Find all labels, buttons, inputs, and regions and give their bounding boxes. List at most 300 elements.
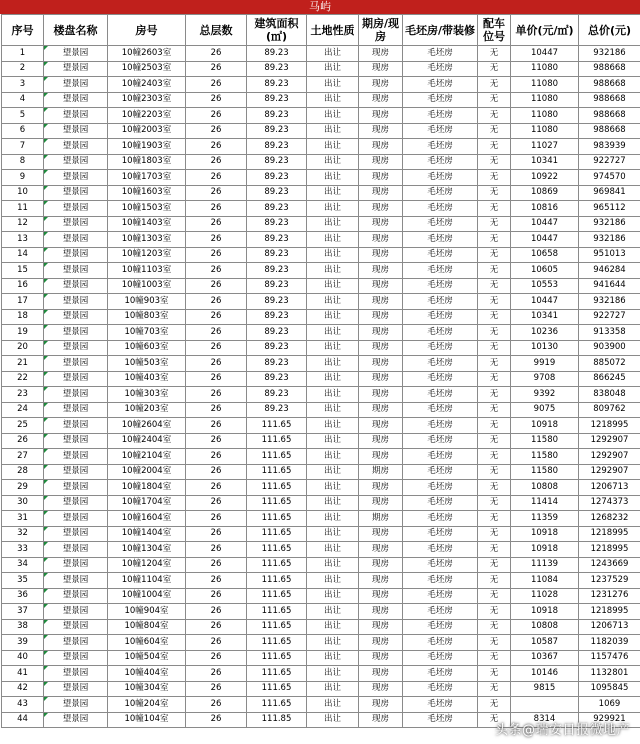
cell-land: 出让 (307, 526, 359, 542)
cell-status: 现房 (359, 666, 403, 682)
cell-decoration: 毛坯房 (403, 185, 478, 201)
cell-parking: 无 (478, 108, 511, 124)
cell-unit-price: 11080 (511, 92, 579, 108)
cell-room: 10幢1103室 (108, 263, 186, 279)
cell-index: 39 (2, 635, 44, 651)
cell-floors: 26 (186, 402, 247, 418)
cell-unit-price: 10918 (511, 604, 579, 620)
cell-status: 现房 (359, 480, 403, 496)
header-row (2, 15, 640, 46)
cell-project: 望景园 (44, 201, 108, 217)
cell-status: 现房 (359, 371, 403, 387)
cell-room: 10幢2203室 (108, 108, 186, 124)
cell-index: 36 (2, 588, 44, 604)
cell-total-price: 1218995 (579, 604, 640, 620)
cell-floors: 26 (186, 108, 247, 124)
cell-land: 出让 (307, 123, 359, 139)
cell-land: 出让 (307, 170, 359, 186)
table-row (2, 619, 640, 635)
cell-index: 10 (2, 185, 44, 201)
cell-parking: 无 (478, 557, 511, 573)
cell-land: 出让 (307, 309, 359, 325)
cell-decoration: 毛坯房 (403, 666, 478, 682)
cell-room: 10幢603室 (108, 340, 186, 356)
cell-index: 16 (2, 278, 44, 294)
cell-decoration: 毛坯房 (403, 402, 478, 418)
cell-floors: 26 (186, 588, 247, 604)
cell-room: 10幢804室 (108, 619, 186, 635)
cell-room: 10幢703室 (108, 325, 186, 341)
table-row (2, 604, 640, 620)
table-row (2, 542, 640, 558)
cell-project: 望景园 (44, 185, 108, 201)
col-header-unit-price: 单价(元/㎡) (511, 15, 579, 46)
cell-total-price: 922727 (579, 154, 640, 170)
cell-room: 10幢1803室 (108, 154, 186, 170)
cell-land: 出让 (307, 61, 359, 77)
cell-floors: 26 (186, 557, 247, 573)
cell-floors: 26 (186, 278, 247, 294)
cell-unit-price: 11414 (511, 495, 579, 511)
cell-project: 望景园 (44, 526, 108, 542)
cell-area: 89.23 (247, 139, 307, 155)
cell-floors: 26 (186, 604, 247, 620)
cell-floors: 26 (186, 697, 247, 713)
cell-parking: 无 (478, 650, 511, 666)
cell-floors: 26 (186, 712, 247, 728)
cell-room: 10幢1304室 (108, 542, 186, 558)
table-row (2, 139, 640, 155)
cell-floors: 26 (186, 449, 247, 465)
cell-status: 现房 (359, 263, 403, 279)
cell-project: 望景园 (44, 604, 108, 620)
cell-area: 89.23 (247, 263, 307, 279)
cell-total-price: 1132801 (579, 666, 640, 682)
cell-total-price: 1292907 (579, 464, 640, 480)
cell-land: 出让 (307, 232, 359, 248)
cell-project: 望景园 (44, 278, 108, 294)
cell-index: 24 (2, 402, 44, 418)
cell-total-price: 983939 (579, 139, 640, 155)
cell-total-price: 941644 (579, 278, 640, 294)
cell-index: 35 (2, 573, 44, 589)
cell-parking: 无 (478, 340, 511, 356)
cell-status: 现房 (359, 604, 403, 620)
col-header-floors: 总层数 (186, 15, 247, 46)
cell-area: 111.65 (247, 433, 307, 449)
cell-decoration: 毛坯房 (403, 712, 478, 728)
cell-project: 望景园 (44, 387, 108, 403)
cell-decoration: 毛坯房 (403, 92, 478, 108)
cell-status: 现房 (359, 185, 403, 201)
cell-area: 111.65 (247, 619, 307, 635)
cell-decoration: 毛坯房 (403, 77, 478, 93)
cell-land: 出让 (307, 278, 359, 294)
cell-floors: 26 (186, 340, 247, 356)
cell-unit-price: 10146 (511, 666, 579, 682)
cell-parking: 无 (478, 635, 511, 651)
cell-project: 望景园 (44, 371, 108, 387)
cell-area: 89.23 (247, 46, 307, 62)
cell-decoration: 毛坯房 (403, 232, 478, 248)
cell-total-price: 1206713 (579, 480, 640, 496)
cell-room: 10幢303室 (108, 387, 186, 403)
cell-area: 111.65 (247, 635, 307, 651)
table-row (2, 170, 640, 186)
table-row (2, 92, 640, 108)
cell-land: 出让 (307, 619, 359, 635)
cell-status: 现房 (359, 247, 403, 263)
cell-parking: 无 (478, 573, 511, 589)
table-row (2, 480, 640, 496)
cell-land: 出让 (307, 185, 359, 201)
cell-total-price: 1218995 (579, 542, 640, 558)
cell-project: 望景园 (44, 402, 108, 418)
cell-status: 现房 (359, 526, 403, 542)
cell-unit-price: 11580 (511, 464, 579, 480)
cell-area: 111.65 (247, 650, 307, 666)
cell-land: 出让 (307, 681, 359, 697)
cell-land: 出让 (307, 635, 359, 651)
cell-unit-price: 10587 (511, 635, 579, 651)
cell-project: 望景园 (44, 480, 108, 496)
cell-project: 望景园 (44, 263, 108, 279)
cell-status: 现房 (359, 232, 403, 248)
cell-project: 望景园 (44, 108, 108, 124)
cell-total-price: 1218995 (579, 526, 640, 542)
cell-land: 出让 (307, 216, 359, 232)
cell-floors: 26 (186, 495, 247, 511)
cell-status: 现房 (359, 433, 403, 449)
cell-decoration: 毛坯房 (403, 139, 478, 155)
cell-land: 出让 (307, 697, 359, 713)
cell-index: 23 (2, 387, 44, 403)
cell-total-price: 932186 (579, 216, 640, 232)
table-row (2, 46, 640, 62)
watermark: 头条@瑞安日报微地产 (494, 723, 630, 738)
table-row (2, 123, 640, 139)
cell-status: 现房 (359, 108, 403, 124)
cell-decoration: 毛坯房 (403, 542, 478, 558)
cell-decoration: 毛坯房 (403, 340, 478, 356)
cell-area: 111.65 (247, 526, 307, 542)
cell-floors: 26 (186, 573, 247, 589)
cell-decoration: 毛坯房 (403, 464, 478, 480)
cell-floors: 26 (186, 77, 247, 93)
table-row (2, 418, 640, 434)
cell-status: 现房 (359, 325, 403, 341)
cell-room: 10幢204室 (108, 697, 186, 713)
cell-parking: 无 (478, 139, 511, 155)
cell-floors: 26 (186, 356, 247, 372)
cell-status: 现房 (359, 309, 403, 325)
cell-area: 89.23 (247, 201, 307, 217)
cell-total-price: 929921 (579, 712, 640, 728)
cell-floors: 26 (186, 635, 247, 651)
cell-index: 22 (2, 371, 44, 387)
cell-index: 33 (2, 542, 44, 558)
cell-room: 10幢803室 (108, 309, 186, 325)
cell-total-price: 974570 (579, 170, 640, 186)
cell-index: 28 (2, 464, 44, 480)
cell-floors: 26 (186, 650, 247, 666)
cell-area: 111.65 (247, 464, 307, 480)
col-header-total-price: 总价(元) (579, 15, 640, 46)
cell-room: 10幢2603室 (108, 46, 186, 62)
cell-floors: 26 (186, 526, 247, 542)
cell-total-price: 913358 (579, 325, 640, 341)
table-row (2, 387, 640, 403)
cell-floors: 26 (186, 433, 247, 449)
cell-index: 14 (2, 247, 44, 263)
cell-project: 望景园 (44, 139, 108, 155)
cell-room: 10幢904室 (108, 604, 186, 620)
cell-unit-price: 10341 (511, 154, 579, 170)
cell-room: 10幢1703室 (108, 170, 186, 186)
cell-decoration: 毛坯房 (403, 371, 478, 387)
cell-room: 10幢2004室 (108, 464, 186, 480)
cell-index: 7 (2, 139, 44, 155)
cell-status: 现房 (359, 154, 403, 170)
cell-parking: 无 (478, 495, 511, 511)
cell-total-price: 885072 (579, 356, 640, 372)
cell-room: 10幢604室 (108, 635, 186, 651)
cell-area: 111.65 (247, 588, 307, 604)
cell-index: 21 (2, 356, 44, 372)
cell-project: 望景园 (44, 449, 108, 465)
cell-decoration: 毛坯房 (403, 294, 478, 310)
cell-area: 89.23 (247, 232, 307, 248)
cell-total-price: 809762 (579, 402, 640, 418)
cell-floors: 26 (186, 619, 247, 635)
cell-floors: 26 (186, 170, 247, 186)
cell-index: 25 (2, 418, 44, 434)
cell-floors: 26 (186, 92, 247, 108)
cell-room: 10幢1204室 (108, 557, 186, 573)
cell-total-price: 988668 (579, 92, 640, 108)
cell-status: 现房 (359, 542, 403, 558)
cell-parking: 无 (478, 247, 511, 263)
cell-land: 出让 (307, 46, 359, 62)
cell-area: 89.23 (247, 356, 307, 372)
cell-parking: 无 (478, 604, 511, 620)
cell-unit-price: 8314 (511, 712, 579, 728)
cell-index: 20 (2, 340, 44, 356)
cell-index: 42 (2, 681, 44, 697)
cell-parking: 无 (478, 418, 511, 434)
cell-project: 望景园 (44, 154, 108, 170)
listing-table (1, 14, 640, 728)
cell-unit-price: 10553 (511, 278, 579, 294)
cell-total-price: 922727 (579, 309, 640, 325)
cell-project: 望景园 (44, 340, 108, 356)
cell-index: 41 (2, 666, 44, 682)
cell-land: 出让 (307, 666, 359, 682)
table-row (2, 154, 640, 170)
cell-floors: 26 (186, 61, 247, 77)
cell-area: 111.65 (247, 604, 307, 620)
cell-land: 出让 (307, 387, 359, 403)
cell-unit-price: 10236 (511, 325, 579, 341)
cell-area: 89.23 (247, 170, 307, 186)
table-row (2, 309, 640, 325)
cell-status: 现房 (359, 418, 403, 434)
cell-floors: 26 (186, 216, 247, 232)
cell-status: 现房 (359, 712, 403, 728)
cell-land: 出让 (307, 573, 359, 589)
cell-project: 望景园 (44, 123, 108, 139)
cell-decoration: 毛坯房 (403, 588, 478, 604)
cell-unit-price: 11580 (511, 433, 579, 449)
cell-parking: 无 (478, 449, 511, 465)
cell-room: 10幢1104室 (108, 573, 186, 589)
cell-area: 111.65 (247, 573, 307, 589)
cell-total-price: 1206713 (579, 619, 640, 635)
cell-index: 3 (2, 77, 44, 93)
cell-total-price: 988668 (579, 123, 640, 139)
cell-unit-price: 10341 (511, 309, 579, 325)
cell-room: 10幢1903室 (108, 139, 186, 155)
cell-unit-price: 9392 (511, 387, 579, 403)
table-row (2, 635, 640, 651)
cell-decoration: 毛坯房 (403, 356, 478, 372)
cell-project: 望景园 (44, 294, 108, 310)
cell-index: 13 (2, 232, 44, 248)
cell-status: 现房 (359, 449, 403, 465)
cell-parking: 无 (478, 278, 511, 294)
table-row (2, 247, 640, 263)
cell-project: 望景园 (44, 619, 108, 635)
cell-index: 1 (2, 46, 44, 62)
cell-parking: 无 (478, 92, 511, 108)
cell-decoration: 毛坯房 (403, 495, 478, 511)
cell-decoration: 毛坯房 (403, 123, 478, 139)
cell-room: 10幢2503室 (108, 61, 186, 77)
cell-parking: 无 (478, 46, 511, 62)
cell-index: 8 (2, 154, 44, 170)
cell-room: 10幢1603室 (108, 185, 186, 201)
cell-parking: 无 (478, 697, 511, 713)
cell-unit-price: 9815 (511, 681, 579, 697)
cell-room: 10幢1303室 (108, 232, 186, 248)
cell-parking: 无 (478, 309, 511, 325)
cell-area: 111.65 (247, 480, 307, 496)
cell-floors: 26 (186, 309, 247, 325)
cell-unit-price: 11080 (511, 61, 579, 77)
cell-floors: 26 (186, 123, 247, 139)
table-title: 马屿 (0, 0, 640, 14)
cell-status: 现房 (359, 573, 403, 589)
cell-total-price: 1157476 (579, 650, 640, 666)
cell-land: 出让 (307, 340, 359, 356)
cell-unit-price: 9919 (511, 356, 579, 372)
cell-floors: 26 (186, 418, 247, 434)
cell-area: 89.23 (247, 92, 307, 108)
cell-decoration: 毛坯房 (403, 309, 478, 325)
cell-floors: 26 (186, 46, 247, 62)
cell-area: 89.23 (247, 294, 307, 310)
cell-parking: 无 (478, 263, 511, 279)
cell-parking: 无 (478, 588, 511, 604)
cell-unit-price: 10447 (511, 216, 579, 232)
cell-unit-price: 10918 (511, 542, 579, 558)
cell-land: 出让 (307, 604, 359, 620)
table-row (2, 666, 640, 682)
cell-index: 19 (2, 325, 44, 341)
table-row (2, 185, 640, 201)
cell-land: 出让 (307, 588, 359, 604)
cell-total-price: 988668 (579, 108, 640, 124)
cell-area: 89.23 (247, 402, 307, 418)
col-header-parking: 配车位号 (478, 15, 511, 46)
cell-area: 89.23 (247, 309, 307, 325)
table-row (2, 61, 640, 77)
cell-status: 期房 (359, 511, 403, 527)
cell-decoration: 毛坯房 (403, 480, 478, 496)
cell-decoration: 毛坯房 (403, 635, 478, 651)
cell-floors: 26 (186, 139, 247, 155)
cell-project: 望景园 (44, 216, 108, 232)
table-row (2, 278, 640, 294)
cell-area: 111.65 (247, 511, 307, 527)
cell-parking: 无 (478, 232, 511, 248)
cell-parking: 无 (478, 464, 511, 480)
cell-project: 望景园 (44, 418, 108, 434)
cell-room: 10幢304室 (108, 681, 186, 697)
col-header-index: 序号 (2, 15, 44, 46)
cell-project: 望景园 (44, 232, 108, 248)
cell-room: 10幢2303室 (108, 92, 186, 108)
cell-land: 出让 (307, 650, 359, 666)
cell-land: 出让 (307, 108, 359, 124)
cell-room: 10幢903室 (108, 294, 186, 310)
cell-unit-price: 9075 (511, 402, 579, 418)
cell-room: 10幢2404室 (108, 433, 186, 449)
cell-decoration: 毛坯房 (403, 681, 478, 697)
cell-total-price: 1237529 (579, 573, 640, 589)
cell-area: 111.65 (247, 418, 307, 434)
cell-land: 出让 (307, 712, 359, 728)
cell-parking: 无 (478, 433, 511, 449)
cell-unit-price: 10447 (511, 232, 579, 248)
cell-total-price: 946284 (579, 263, 640, 279)
cell-floors: 26 (186, 325, 247, 341)
cell-decoration: 毛坯房 (403, 573, 478, 589)
cell-area: 89.23 (247, 387, 307, 403)
cell-decoration: 毛坯房 (403, 511, 478, 527)
cell-status: 现房 (359, 681, 403, 697)
cell-decoration: 毛坯房 (403, 650, 478, 666)
cell-unit-price: 10922 (511, 170, 579, 186)
cell-room: 10幢403室 (108, 371, 186, 387)
cell-area: 89.23 (247, 108, 307, 124)
cell-floors: 26 (186, 681, 247, 697)
cell-unit-price: 10816 (511, 201, 579, 217)
cell-project: 望景园 (44, 712, 108, 728)
cell-decoration: 毛坯房 (403, 247, 478, 263)
table-row (2, 356, 640, 372)
cell-parking: 无 (478, 402, 511, 418)
cell-status: 现房 (359, 402, 403, 418)
cell-decoration: 毛坯房 (403, 619, 478, 635)
cell-land: 出让 (307, 433, 359, 449)
cell-total-price: 838048 (579, 387, 640, 403)
cell-project: 望景园 (44, 511, 108, 527)
cell-index: 32 (2, 526, 44, 542)
cell-unit-price: 10447 (511, 294, 579, 310)
cell-status: 现房 (359, 278, 403, 294)
cell-area: 111.65 (247, 542, 307, 558)
